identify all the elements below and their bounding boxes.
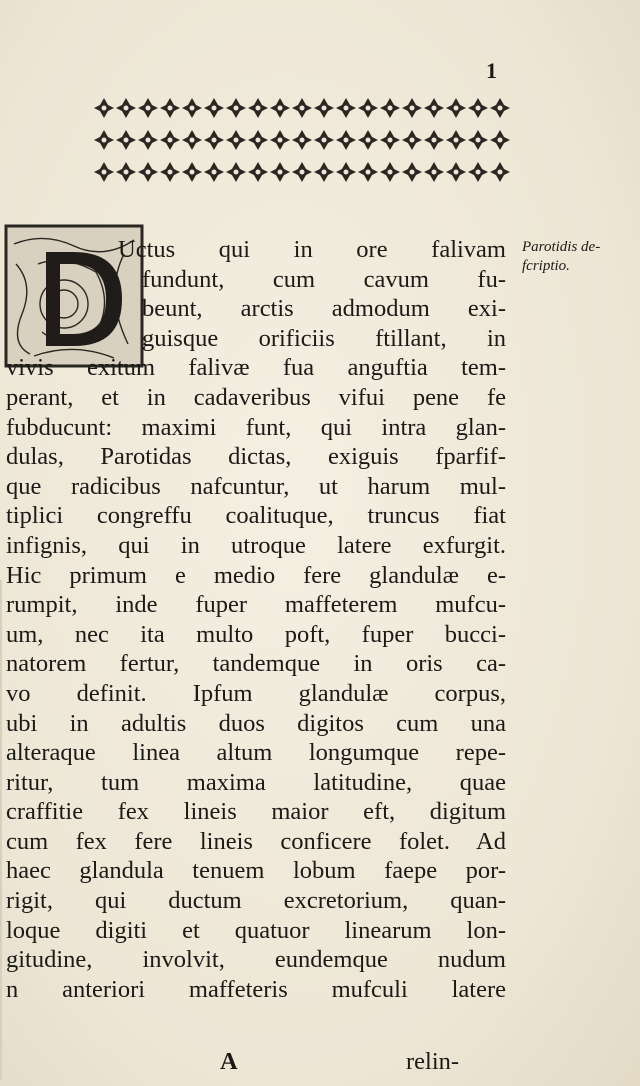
headpiece-motif-dot xyxy=(498,106,503,111)
text-line: guisque orificiis ftillant, in xyxy=(142,324,506,352)
headpiece-motif-dot xyxy=(454,170,459,175)
headpiece-motif-dot xyxy=(476,170,481,175)
headpiece-motif-dot xyxy=(476,106,481,111)
headpiece-motif-dot xyxy=(388,138,393,143)
headpiece-motif-dot xyxy=(432,138,437,143)
headpiece-motif-dot xyxy=(410,138,415,143)
text-line: vivis exitum falivæ fua anguftia tem- xyxy=(6,354,506,382)
headpiece-motif-dot xyxy=(322,138,327,143)
headpiece-motif-dot xyxy=(168,106,173,111)
headpiece-motif-dot xyxy=(190,138,195,143)
headpiece-motif-dot xyxy=(344,106,349,111)
headpiece-motif-dot xyxy=(278,106,283,111)
headpiece-motif-dot xyxy=(234,138,239,143)
marginal-note-line: fcriptio. xyxy=(522,258,570,274)
text-line: perant, et in cadaveribus vifui pene fe xyxy=(6,383,506,411)
text-line: fubducunt: maximi funt, qui intra glan- xyxy=(6,413,506,441)
page-number: 1 xyxy=(486,58,497,83)
text-line: um, nec ita multo poft, fuper bucci- xyxy=(6,620,506,648)
text-line: ritur, tum maxima latitudine, quae xyxy=(6,768,506,796)
headpiece-motif-dot xyxy=(344,170,349,175)
headpiece-motif-dot xyxy=(300,106,305,111)
headpiece-motif-dot xyxy=(124,138,129,143)
headpiece-motif-dot xyxy=(190,170,195,175)
marginal-note xyxy=(522,238,638,276)
headpiece-motif-dot xyxy=(124,106,129,111)
headpiece-motif-dot xyxy=(168,170,173,175)
text-line: dulas, Parotidas dictas, exiguis fparfif- xyxy=(6,443,506,471)
headpiece-motif-dot xyxy=(322,170,327,175)
headpiece-motif-dot xyxy=(498,170,503,175)
text-line: natorem fertur, tandemque in oris ca- xyxy=(6,650,506,678)
text-line: tiplici congreffu coalituque, truncus fiat xyxy=(6,502,506,530)
headpiece-motif-dot xyxy=(168,138,173,143)
text-line: infignis, qui in utroque latere exfurgit. xyxy=(6,531,506,559)
marginal-note-line: Parotidis de- xyxy=(522,239,601,255)
headpiece-motif-dot xyxy=(300,170,305,175)
text-line: loque digiti et quatuor linearum lon- xyxy=(6,916,506,944)
headpiece-motif-dot xyxy=(388,106,393,111)
headpiece-motif-dot xyxy=(388,170,393,175)
text-line: Hic primum e medio fere glandulæ e- xyxy=(6,561,506,589)
headpiece-motif-dot xyxy=(278,170,283,175)
headpiece-motif-dot xyxy=(454,138,459,143)
headpiece-motif-dot xyxy=(344,138,349,143)
text-line: vo definit. Ipfum glandulæ corpus, xyxy=(6,679,506,707)
headpiece-motif-dot xyxy=(366,138,371,143)
text-line: fundunt, cum cavum fu- xyxy=(142,265,506,293)
headpiece-motif-dot xyxy=(146,138,151,143)
headpiece-motif-dot xyxy=(454,106,459,111)
headpiece-motif-dot xyxy=(146,106,151,111)
headpiece-motif-dot xyxy=(234,106,239,111)
text-line: n anteriori maffeteris mufculi latere xyxy=(6,975,506,1003)
headpiece-motif-dot xyxy=(366,106,371,111)
footer-row xyxy=(6,1048,506,1080)
headpiece-motif-dot xyxy=(322,106,327,111)
text-line: ubi in adultis duos digitos cum una xyxy=(6,709,506,737)
text-line: cum fex fere lineis conficere folet. Ad xyxy=(6,827,506,855)
text-line: rigit, qui ductum excretorium, quan- xyxy=(6,887,506,915)
headpiece-motif-dot xyxy=(212,170,217,175)
headpiece-motif-dot xyxy=(212,106,217,111)
headpiece-motif-dot xyxy=(278,138,283,143)
text-line: gitudine, involvit, eundemque nudum xyxy=(6,946,506,974)
text-line: haec glandula tenuem lobum faepe por- xyxy=(6,857,506,885)
text-line: que radicibus nafcuntur, ut harum mul- xyxy=(6,472,506,500)
headpiece-motif-dot xyxy=(102,170,107,175)
headpiece-motif-dot xyxy=(300,138,305,143)
headpiece-motif-dot xyxy=(432,170,437,175)
signature-mark: A xyxy=(220,1048,238,1075)
text-line: rumpit, inde fuper maffeterem mufcu- xyxy=(6,591,506,619)
headpiece-motif-dot xyxy=(366,170,371,175)
catchword: relin- xyxy=(406,1048,460,1075)
binding-edge xyxy=(0,580,2,1080)
headpiece-motif-dot xyxy=(498,138,503,143)
headpiece-motif-dot xyxy=(234,170,239,175)
headpiece-motif-dot xyxy=(410,170,415,175)
headpiece-motif-dot xyxy=(212,138,217,143)
headpiece-motif-dot xyxy=(124,170,129,175)
headpiece-motif-dot xyxy=(432,106,437,111)
text-line: alteraque linea altum longumque repe- xyxy=(6,739,506,767)
headpiece-motif-dot xyxy=(410,106,415,111)
headpiece-motif-dot xyxy=(102,106,107,111)
headpiece-motif-dot xyxy=(256,170,261,175)
headpiece-motif-dot xyxy=(146,170,151,175)
headpiece-motif-dot xyxy=(256,106,261,111)
headpiece-motif-dot xyxy=(190,106,195,111)
text-line: Uctus qui in ore falivam xyxy=(118,236,506,263)
text-line: beunt, arctis admodum exi- xyxy=(142,295,506,323)
headpiece-motif-dot xyxy=(476,138,481,143)
headpiece-motif-dot xyxy=(102,138,107,143)
body-text xyxy=(6,235,506,1004)
text-line: craffitie fex lineis maior eft, digitum xyxy=(6,798,506,826)
headpiece-motif-dot xyxy=(256,138,261,143)
ornamental-headpiece xyxy=(92,94,510,190)
